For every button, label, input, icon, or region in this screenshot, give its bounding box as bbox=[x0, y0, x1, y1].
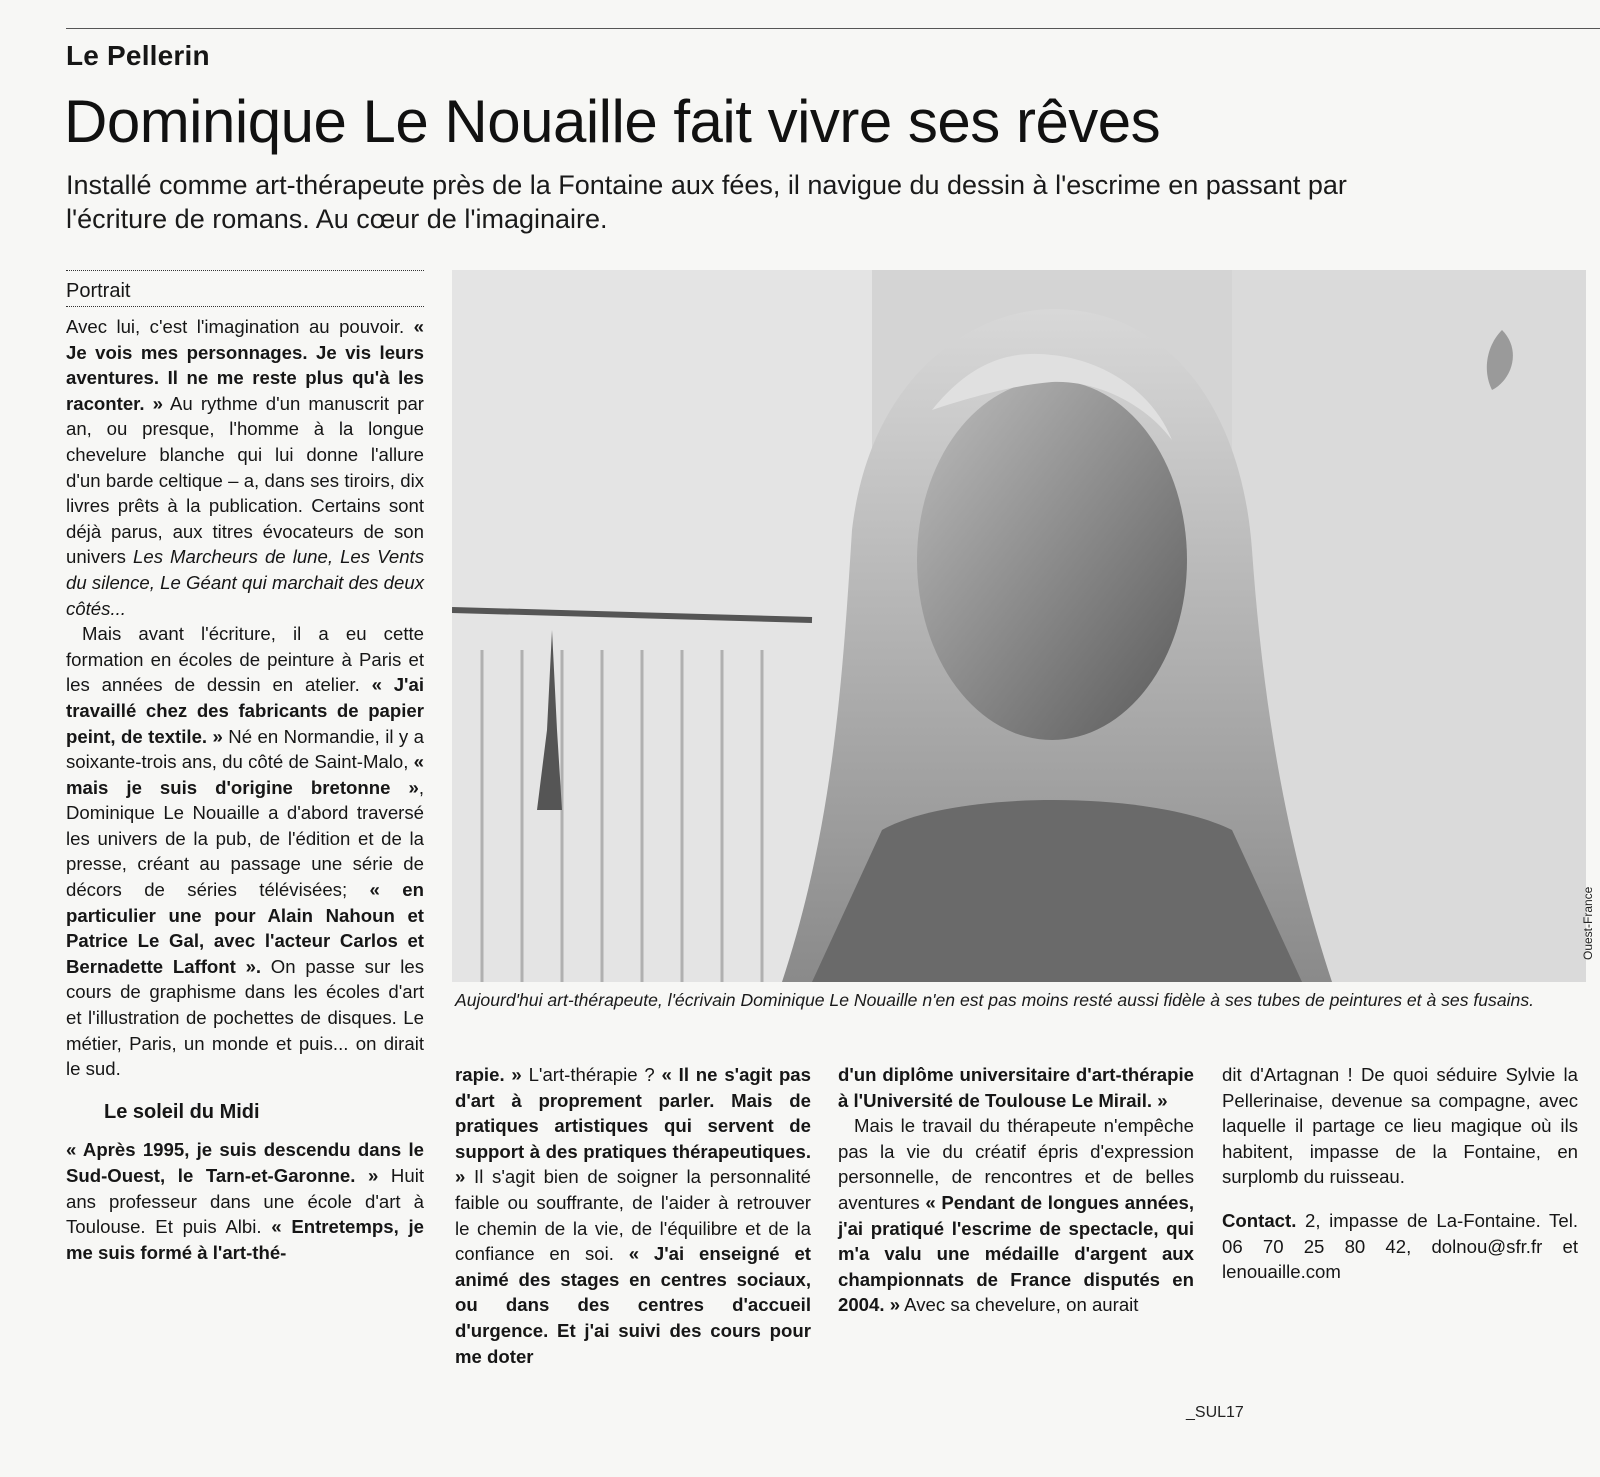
page-code: _SUL17 bbox=[1186, 1404, 1244, 1421]
text-run: Il s'agit bien de soigner la personnalité faible ou souffrante, de l'aider à retrouver le chemin de la vie, de l'équilibre et de la confiance en soi. bbox=[455, 1166, 811, 1265]
quote-bold: « Après 1995, je suis descendu dans le Sud-Ouest, le Tarn-et-Garonne. » bbox=[66, 1139, 424, 1186]
text-run: Au rythme d'un manuscrit par an, ou presque, l'homme à la longue chevelure blanche qui lui donne l'allure d'un barde celtique – a, dans ses tiroirs, dix livres prêts à la publication. Certains sont déjà parus, aux titres évocateurs de son univers bbox=[66, 392, 424, 568]
contact-text: 2, impasse de La-Fontaine. Tel. 06 70 25 80 42, dolnou@sfr.fr et lenouaille.com bbox=[1222, 1209, 1578, 1283]
portrait-illustration bbox=[452, 270, 1586, 982]
book-titles: Les Marcheurs de lune, Les Vents du silence, Le Géant qui marchait des deux côtés... bbox=[66, 546, 424, 619]
quote-bold: « en particulier une pour Alain Nahoun et Patrice Le Gal, avec l'acteur Carlos et Bernadette Laffont ». bbox=[66, 879, 424, 977]
paragraph-fencing bbox=[838, 1113, 1194, 1318]
text-run: On passe sur les cours de graphisme dans les écoles d'art et l'illustration de pochettes de disques. Le métier, Paris, un monde et puis... on dirait le sud. bbox=[66, 955, 424, 1080]
quote-bold: « Je vois mes personnages. Je vis leurs aventures. Il ne me reste plus qu'à les raconter. » bbox=[66, 316, 424, 414]
top-rule bbox=[66, 28, 1600, 29]
text-run: Mais avant l'écriture, il a eu cette formation en écoles de peinture à Paris et les années de dessin en atelier. bbox=[66, 623, 424, 696]
photo-caption: Aujourd'hui art-thérapeute, l'écrivain Dominique Le Nouaille n'en est pas moins resté aussi fidèle à ses tubes de peintures et à ses fusains. bbox=[455, 990, 1535, 1010]
paragraph-career bbox=[66, 621, 424, 1082]
portrait-photo bbox=[452, 270, 1586, 982]
section-subhead: Le soleil du Midi bbox=[104, 1100, 260, 1123]
rubric-rule-top bbox=[66, 270, 424, 271]
quote-bold: rapie. » bbox=[455, 1064, 522, 1085]
article-headline: Dominique Le Nouaille fait vivre ses rêves bbox=[64, 88, 1161, 155]
paragraph-intro bbox=[66, 314, 424, 621]
article-column-2 bbox=[455, 1062, 811, 1369]
text-run: Né en Normandie, il y a soixante-trois ans, du côté de Saint-Malo, bbox=[66, 725, 424, 773]
text-run: Mais le travail du thérapeute n'empêche pas la vie du créatif épris d'expression personnelle, de rencontres et de belles aventures bbox=[838, 1115, 1194, 1213]
paragraph-ending: dit d'Artagnan ! De quoi séduire Sylvie la Pellerinaise, devenue sa compagne, avec laquelle il partage ce lieu magique où ils habitent, impasse de la Fontaine, en surplomb du ruisseau. bbox=[1222, 1064, 1578, 1188]
quote-bold: d'un diplôme universitaire d'art-thérapie à l'Université de Toulouse Le Mirail. » bbox=[838, 1064, 1194, 1111]
quote-bold: « Il ne s'agit pas d'art à proprement parler. Mais de pratiques artistiques qui servent de support à des pratiques thérapeutiques. » bbox=[455, 1064, 811, 1188]
article-column-3 bbox=[838, 1062, 1194, 1318]
text-run: Avec sa chevelure, on aurait bbox=[900, 1294, 1139, 1316]
quote-bold: « Entretemps, je me suis formé à l'art-thé- bbox=[66, 1216, 424, 1263]
paragraph-diploma bbox=[838, 1062, 1194, 1113]
quote-bold: « Pendant de longues années, j'ai pratiqué l'escrime de spectacle, qui m'a valu une médaille d'argent aux championnats de France disputés en 2004. » bbox=[838, 1191, 1194, 1316]
text-run: , Dominique Le Nouaille a d'abord traversé les univers de la pub, de l'édition et de la presse, créant au passage une série de décors de séries télévisées; bbox=[66, 776, 424, 901]
paragraph-therapy bbox=[455, 1062, 811, 1369]
text-run: Huit ans professeur dans une école d'art à Toulouse. Et puis Albi. bbox=[66, 1165, 424, 1238]
contact-label: Contact. bbox=[1222, 1209, 1297, 1231]
rubric-rule-bottom bbox=[66, 306, 424, 307]
quote-bold: « mais je suis d'origine bretonne » bbox=[66, 751, 424, 798]
paragraph-south bbox=[66, 1137, 424, 1265]
rubric-label: Portrait bbox=[66, 280, 131, 302]
article-column-1 bbox=[66, 314, 424, 1265]
text-run: L'art-thérapie ? bbox=[521, 1064, 662, 1085]
article-deck: Installé comme art-thérapeute près de la Fontaine aux fées, il navigue du dessin à l'escrime en passant par l'écriture de romans. Au cœur de l'imaginaire. bbox=[66, 170, 1347, 234]
location-kicker: Le Pellerin bbox=[66, 40, 210, 71]
quote-bold: « J'ai enseigné et animé des stages en centres sociaux, ou dans des centres d'accueil d'urgence. Et j'ai suivi des cours pour me doter bbox=[455, 1243, 811, 1367]
contact-info bbox=[1222, 1208, 1578, 1285]
photo-credit: Ouest-France bbox=[1581, 886, 1595, 960]
article-column-4 bbox=[1222, 1062, 1578, 1285]
text-run: Avec lui, c'est l'imagination au pouvoir. bbox=[66, 316, 414, 337]
quote-bold: « J'ai travaillé chez des fabricants de papier peint, de textile. » bbox=[66, 674, 424, 747]
